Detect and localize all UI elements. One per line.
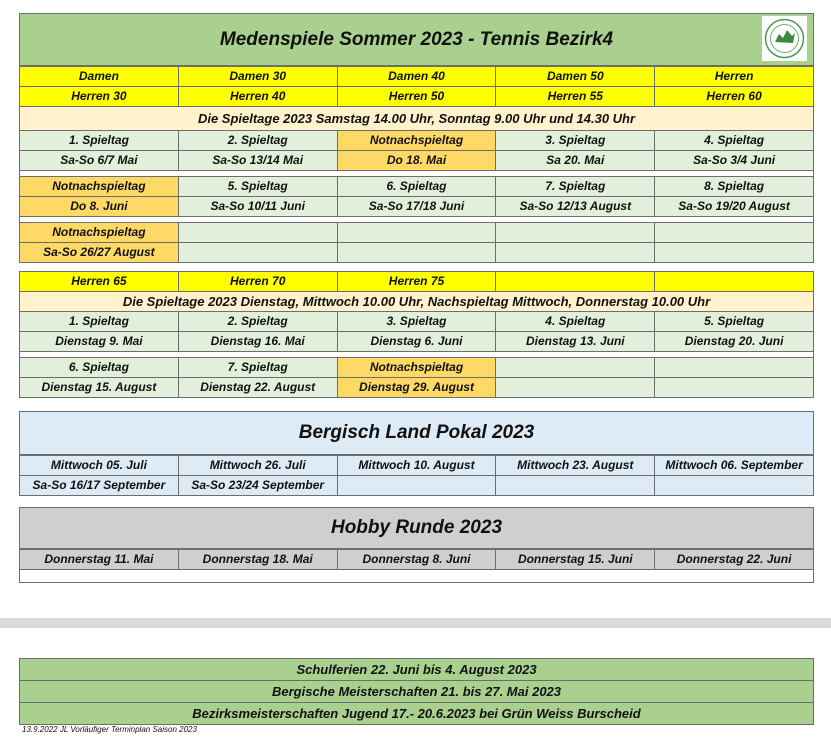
- date-row: [20, 550, 814, 570]
- league-cell: Damen 50: [496, 67, 655, 87]
- date-cell: Dienstag 9. Mai: [20, 332, 179, 352]
- matchday-cell: 6. Spieltag: [20, 358, 179, 378]
- date-cell: Sa-So 10/11 Juni: [178, 197, 337, 217]
- date-cell: Dienstag 22. August: [178, 378, 337, 398]
- section-weekday-leagues: [19, 271, 814, 398]
- empty-cell: [655, 476, 814, 496]
- section-medenspiele: [19, 13, 814, 263]
- date-cell: Donnerstag 15. Juni: [496, 550, 655, 570]
- makeup-date-cell: Do 18. Mai: [337, 151, 496, 171]
- empty-cell: [496, 223, 655, 243]
- tennis-club-logo-icon: [762, 16, 807, 61]
- date-cell: Mittwoch 05. Juli: [20, 456, 179, 476]
- date-cell: Mittwoch 10. August: [337, 456, 496, 476]
- league-cell: Damen: [20, 67, 179, 87]
- date-cell: Dienstag 15. August: [20, 378, 179, 398]
- spacer-row: [20, 570, 814, 583]
- league-cell: [496, 272, 655, 292]
- date-cell: Sa-So 19/20 August: [655, 197, 814, 217]
- date-row: [20, 197, 814, 217]
- league-cell: Herren 60: [655, 87, 814, 107]
- matchday-cell: 6. Spieltag: [337, 177, 496, 197]
- date-cell: Mittwoch 23. August: [496, 456, 655, 476]
- date-row: [20, 476, 814, 496]
- section1-table: [19, 66, 814, 263]
- league-cell: Herren 65: [20, 272, 179, 292]
- period-row: [20, 107, 814, 131]
- sheet-title: Medenspiele Sommer 2023 - Tennis Bezirk4: [219, 28, 614, 50]
- pokal-title-bar: [19, 411, 814, 455]
- section-hobby: [19, 507, 814, 583]
- empty-cell: [496, 243, 655, 263]
- date-cell: Sa 20. Mai: [496, 151, 655, 171]
- footer-table: [19, 658, 814, 725]
- empty-cell: [337, 476, 496, 496]
- day-row: [20, 177, 814, 197]
- matchday-cell: 1. Spieltag: [20, 312, 179, 332]
- date-cell: Donnerstag 8. Juni: [337, 550, 496, 570]
- league-row: [20, 67, 814, 87]
- matchday-cell: 2. Spieltag: [178, 131, 337, 151]
- date-cell: Dienstag 16. Mai: [178, 332, 337, 352]
- date-row: [20, 332, 814, 352]
- matchday-cell: 5. Spieltag: [178, 177, 337, 197]
- makeup-day-cell: Notnachspieltag: [20, 177, 179, 197]
- date-row: [20, 378, 814, 398]
- matchday-cell: 4. Spieltag: [655, 131, 814, 151]
- footer-line: Bezirksmeisterschaften Jugend 17.- 20.6.2023 bei Grün Weiss Burscheid: [20, 703, 814, 725]
- league-row: [20, 272, 814, 292]
- matchday-cell: 7. Spieltag: [178, 358, 337, 378]
- date-cell: Sa-So 6/7 Mai: [20, 151, 179, 171]
- date-cell: Dienstag 20. Juni: [655, 332, 814, 352]
- day-row: [20, 223, 814, 243]
- footer-line: Bergische Meisterschaften 21. bis 27. Mai 2023: [20, 681, 814, 703]
- day-row: [20, 312, 814, 332]
- league-cell: Damen 30: [178, 67, 337, 87]
- pokal-title: Bergisch Land Pokal 2023: [298, 422, 535, 443]
- makeup-date-cell: Do 8. Juni: [20, 197, 179, 217]
- date-cell: Mittwoch 26. Juli: [178, 456, 337, 476]
- pokal-table: [19, 455, 814, 496]
- hobby-title-bar: [19, 507, 814, 549]
- date-cell: Sa-So 3/4 Juni: [655, 151, 814, 171]
- footer-row: [20, 703, 814, 725]
- matchday-cell: 3. Spieltag: [337, 312, 496, 332]
- empty-cell: [337, 223, 496, 243]
- league-cell: Herren 40: [178, 87, 337, 107]
- period-row: [20, 292, 814, 312]
- empty-cell: [655, 358, 814, 378]
- league-cell: [655, 272, 814, 292]
- footer-row: [20, 659, 814, 681]
- empty-cell: [178, 223, 337, 243]
- empty-cell: [178, 243, 337, 263]
- section2-table: [19, 271, 814, 398]
- makeup-day-cell: Notnachspieltag: [337, 131, 496, 151]
- empty-cell: [496, 476, 655, 496]
- hobby-table: [19, 549, 814, 583]
- section-pokal: [19, 411, 814, 496]
- date-cell: Dienstag 13. Juni: [496, 332, 655, 352]
- makeup-day-cell: Notnachspieltag: [20, 223, 179, 243]
- date-cell: Sa-So 12/13 August: [496, 197, 655, 217]
- sheet-title-bar: [19, 13, 814, 66]
- section-divider: [0, 618, 831, 628]
- empty-cell: [655, 378, 814, 398]
- hobby-title: Hobby Runde 2023: [330, 517, 503, 538]
- date-cell: Sa-So 16/17 September: [20, 476, 179, 496]
- makeup-day-cell: Notnachspieltag: [337, 358, 496, 378]
- matchday-cell: 2. Spieltag: [178, 312, 337, 332]
- matchday-cell: 3. Spieltag: [496, 131, 655, 151]
- date-cell: Dienstag 6. Juni: [337, 332, 496, 352]
- date-cell: Mittwoch 06. September: [655, 456, 814, 476]
- league-cell: Herren 50: [337, 87, 496, 107]
- empty-cell: [337, 243, 496, 263]
- makeup-date-cell: Dienstag 29. August: [337, 378, 496, 398]
- matchday-cell: 1. Spieltag: [20, 131, 179, 151]
- league-cell: Herren 55: [496, 87, 655, 107]
- empty-cell: [655, 243, 814, 263]
- league-cell: Herren 75: [337, 272, 496, 292]
- matchday-cell: 5. Spieltag: [655, 312, 814, 332]
- day-row: [20, 358, 814, 378]
- footer-row: [20, 681, 814, 703]
- league-cell: Herren 30: [20, 87, 179, 107]
- league-cell: Herren: [655, 67, 814, 87]
- matchday-cell: 8. Spieltag: [655, 177, 814, 197]
- league-row: [20, 87, 814, 107]
- footer-line: Schulferien 22. Juni bis 4. August 2023: [20, 659, 814, 681]
- footnote: 13.9.2022 JL Vorläufiger Terminplan Saison 2023: [22, 725, 197, 734]
- day-row: [20, 131, 814, 151]
- makeup-date-cell: Sa-So 26/27 August: [20, 243, 179, 263]
- date-cell: Sa-So 13/14 Mai: [178, 151, 337, 171]
- date-row: [20, 151, 814, 171]
- empty-cell: [496, 378, 655, 398]
- period-text: Die Spieltage 2023 Samstag 14.00 Uhr, Sonntag 9.00 Uhr und 14.30 Uhr: [20, 107, 814, 131]
- empty-cell: [655, 223, 814, 243]
- period-text: Die Spieltage 2023 Dienstag, Mittwoch 10.00 Uhr, Nachspieltag Mittwoch, Donnerstag 10.00 Uhr: [20, 292, 814, 312]
- spacer: [20, 570, 814, 583]
- empty-cell: [496, 358, 655, 378]
- league-cell: Damen 40: [337, 67, 496, 87]
- section-footer: [19, 658, 814, 725]
- date-cell: Donnerstag 18. Mai: [178, 550, 337, 570]
- date-cell: Donnerstag 11. Mai: [20, 550, 179, 570]
- date-cell: Donnerstag 22. Juni: [655, 550, 814, 570]
- date-cell: Sa-So 23/24 September: [178, 476, 337, 496]
- date-row: [20, 243, 814, 263]
- matchday-cell: 7. Spieltag: [496, 177, 655, 197]
- league-cell: Herren 70: [178, 272, 337, 292]
- date-row: [20, 456, 814, 476]
- date-cell: Sa-So 17/18 Juni: [337, 197, 496, 217]
- matchday-cell: 4. Spieltag: [496, 312, 655, 332]
